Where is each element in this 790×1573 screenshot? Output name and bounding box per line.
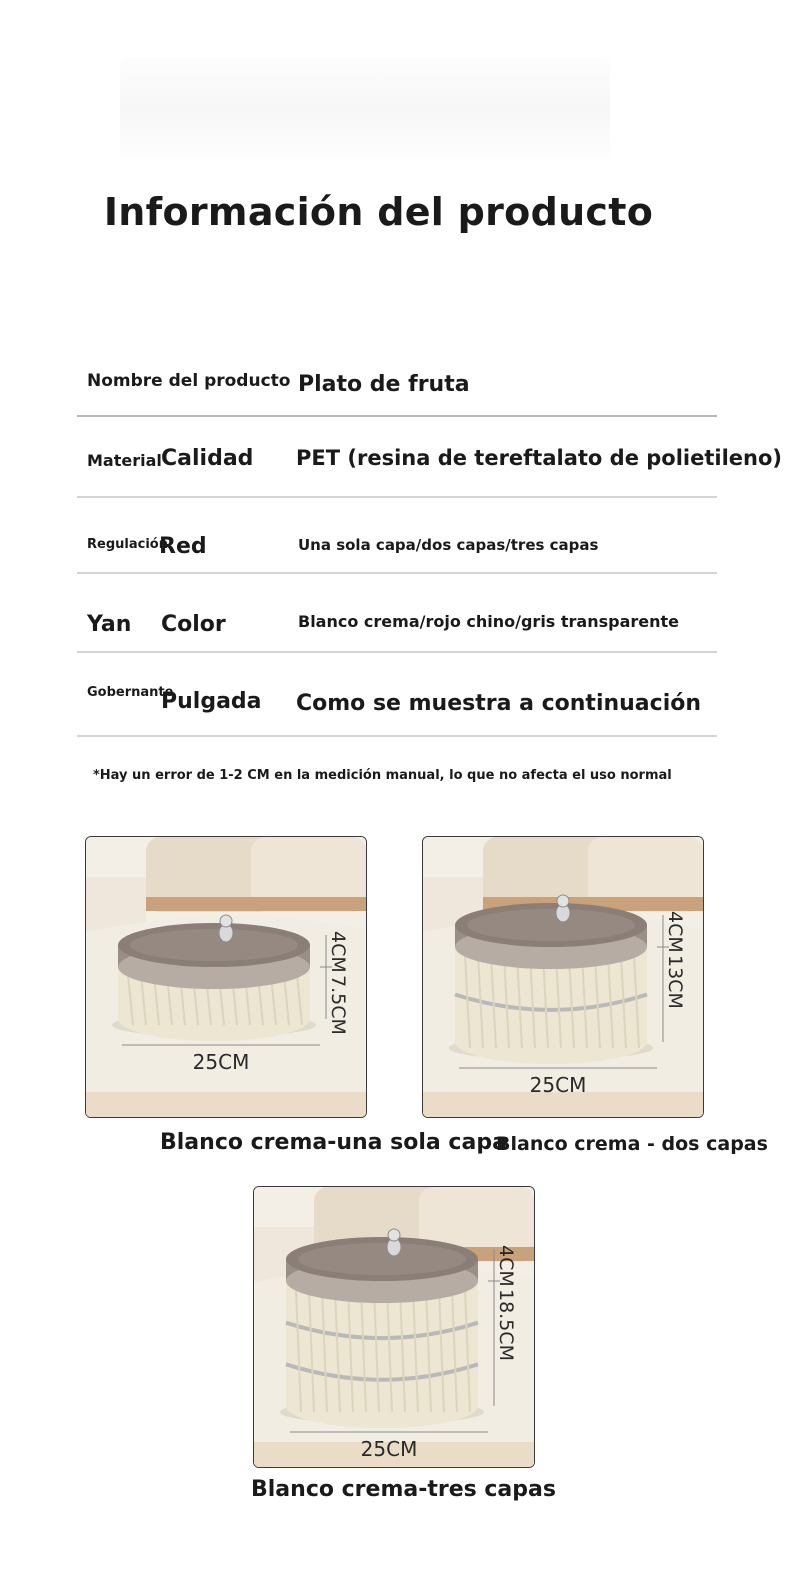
product-photo-single-layer [85, 836, 367, 1118]
width-label: 25CM [360, 1437, 418, 1461]
width-label: 25CM [192, 1050, 250, 1074]
spec-label: Material [87, 451, 162, 470]
table-edge [86, 1092, 366, 1117]
dish-base [455, 1020, 647, 1064]
row-divider [77, 651, 717, 653]
row-divider [77, 735, 717, 737]
spec-value: PET (resina de tereftalato de polietileno) [296, 446, 782, 470]
lid-height-label: 4CM [495, 1245, 517, 1287]
lid-knob-head [388, 1229, 400, 1241]
product-photo-two-layers [422, 836, 704, 1118]
lid-height-label: 4CM [664, 911, 686, 953]
product-caption: Blanco crema-tres capas [251, 1477, 556, 1502]
spec-label: Regulación [87, 537, 168, 552]
page-title: Información del producto [103, 190, 654, 234]
measurement-note: *Hay un error de 1-2 CM en la medición manual, lo que no afecta el uso normal [93, 768, 672, 783]
spec-label-extra: Calidad [161, 446, 254, 471]
dish-base [286, 1384, 478, 1428]
spec-label: Gobernante [87, 685, 174, 700]
spec-label-extra: Pulgada [161, 689, 262, 714]
spec-value: Blanco crema/rojo chino/gris transparente [298, 612, 680, 631]
lid-knob-head [220, 915, 232, 927]
lid-knob-head [557, 895, 569, 907]
lid-height-label: 4CM [327, 931, 349, 973]
spec-value: Una sola capa/dos capas/tres capas [298, 536, 599, 554]
row-divider [77, 496, 717, 498]
body-height-label: 18.5CM [495, 1289, 517, 1361]
lid-highlight [298, 1243, 466, 1275]
spec-label-extra: Color [161, 612, 226, 637]
body-height-label: 7.5CM [327, 975, 349, 1035]
spec-value: Plato de fruta [298, 372, 470, 397]
row-divider [77, 572, 717, 574]
spec-label-extra: Red [159, 534, 207, 559]
product-caption: Blanco crema-una sola capa [160, 1130, 507, 1155]
header-placeholder-band [120, 58, 610, 158]
spec-value: Como se muestra a continuación [296, 691, 702, 716]
width-label: 25CM [529, 1073, 587, 1097]
spec-label: Nombre del producto [87, 371, 291, 391]
lid-highlight [130, 929, 298, 961]
body-height-label: 13CM [664, 955, 686, 1009]
lid-highlight [467, 909, 635, 941]
product-caption: Blanco crema - dos capas [496, 1133, 768, 1155]
product-photo-three-layers [253, 1186, 535, 1468]
sofa-frame [141, 897, 366, 911]
spec-label: Yan [87, 612, 132, 637]
dish-base [118, 997, 310, 1041]
row-divider [77, 415, 717, 417]
